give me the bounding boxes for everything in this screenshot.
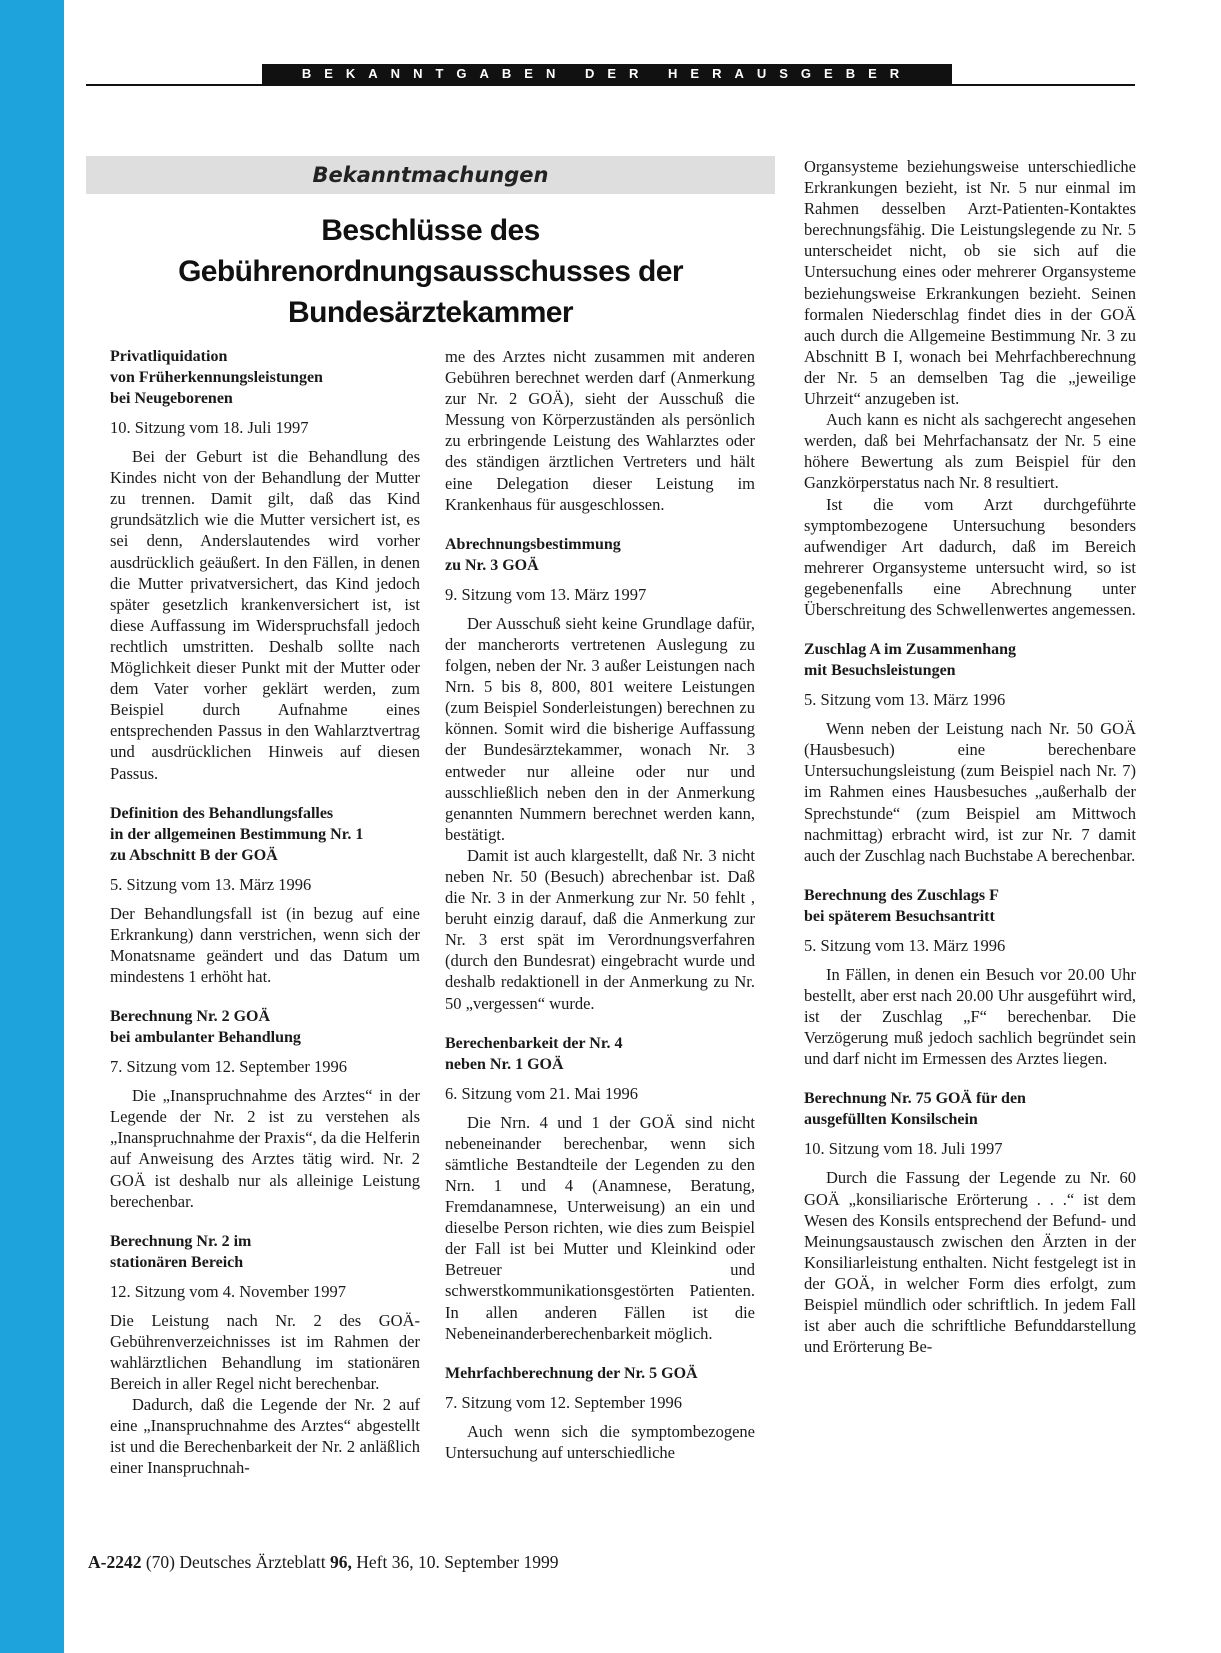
heading-line: Berechenbarkeit der Nr. 4 xyxy=(445,1034,623,1052)
article-title xyxy=(86,210,775,333)
session-date: 6. Sitzung vom 21. Mai 1996 xyxy=(445,1083,638,1103)
heading-line: Berechnung des Zuschlags F xyxy=(804,886,999,904)
subsection-heading xyxy=(110,803,420,866)
paragraph: Die Leistung nach Nr. 2 des GOÄ-Gebührenverzeichnisses ist im Rahmen der wahlärztlichen Behandlung im stationären Bereich in aller Regel nicht berechenbar. xyxy=(110,1310,420,1394)
session-date: 5. Sitzung vom 13. März 1996 xyxy=(804,690,1006,710)
paragraph: Die Nrn. 4 und 1 der GOÄ sind nicht nebeneinander berechenbar, wenn sich sämtliche Bestandteile der Legenden zu den Nrn. 1 und 4 (Anamnese, Beratung, Fremdanamnese, Unterweisung) an ein und dieselbe Person richten, wie dies zum Beispiel der Fall ist bei Mutter und Kleinkind oder Betreuer und schwerstkommunikationsgestörten Patienten. In allen anderen Fällen ist die Nebeneinanderberechenbarkeit möglich. xyxy=(445,1112,755,1343)
page-number: A-2242 xyxy=(88,1552,142,1572)
title-line: Gebührenordnungsausschusses der xyxy=(178,255,683,288)
session-date: 9. Sitzung vom 13. März 1997 xyxy=(445,584,647,604)
subsection-heading xyxy=(445,1033,755,1075)
subsection-heading xyxy=(110,1231,420,1273)
column-3 xyxy=(804,156,1136,1357)
volume-number: 96, xyxy=(330,1552,352,1572)
subsection-heading xyxy=(445,1363,755,1384)
paragraph: Durch die Fassung der Legende zu Nr. 60 GOÄ „konsiliarische Erörterung . . .“ ist dem Wesen des Konsils entsprechend der Befund- und Meinungsaustausch zwischen den Ärzten in der Konsiliarleistung enthalten. Nicht festgelegt ist in der GOÄ, in welcher Form dies erfolgt, zum Beispiel mündlich oder schriftlich. In jedem Fall ist aber auch die schriftliche Befunddarstellung und Erörterung Be- xyxy=(804,1168,1136,1357)
subsection-heading xyxy=(804,1088,1136,1130)
section-rubric: BEKANNTGABEN DER HERAUSGEBER xyxy=(262,64,952,84)
heading-line: bei ambulanter Behandlung xyxy=(110,1029,301,1047)
heading-line: Zuschlag A im Zusammenhang xyxy=(804,641,1017,659)
title-line: Bundesärztekammer xyxy=(288,296,573,329)
heading-line: Berechnung Nr. 2 GOÄ xyxy=(110,1008,271,1026)
heading-line: mit Besuchsleistungen xyxy=(804,662,956,680)
paragraph: Ist die vom Arzt durchgeführte symptombezogene Untersuchung besonders aufwendiger Art dadurch, daß im Bereich mehrerer Organsysteme untersucht wird, so ist gegebenenfalls eine Abrechnung unter Überschreitung des Schwellenwertes angemessen. xyxy=(804,494,1136,619)
session-date: 7. Sitzung vom 12. September 1996 xyxy=(445,1392,682,1412)
heading-line: bei Neugeborenen xyxy=(110,390,233,407)
rubric-rule xyxy=(86,84,1135,86)
paragraph: Die „Inanspruchnahme des Arztes“ in der Legende der Nr. 2 ist zu verstehen als „Inanspruchnahme der Praxis“, da die Helferin auf Anweisung des Arztes tätig wird. Nr. 2 GOÄ ist deshalb nur als alleinige Leistung berechenbar. xyxy=(110,1086,420,1211)
paragraph: Der Behandlungsfall ist (in bezug auf eine Erkrankung) dann verstrichen, wenn sich der Monatsname geändert und das Datum um mindestens 1 erhöht hat. xyxy=(110,903,420,986)
paragraph: me des Arztes nicht zusammen mit anderen Gebühren berechnet werden darf (Anmerkung zur Nr. 2 GOÄ), sieht der Ausschuß die Messung von Körperzuständen als persönlich zu erbringende Leistung des Wahlarztes oder des ständigen ärztlichen Vertreters und hält eine Delegation dieser Leistung im Krankenhaus für ausgeschlossen. xyxy=(445,347,755,514)
column-2 xyxy=(445,346,755,1463)
subsection-heading xyxy=(804,639,1136,681)
issue-page: (70) Deutsches Ärzteblatt xyxy=(145,1552,326,1572)
title-line: Beschlüsse des xyxy=(321,214,540,247)
page-footer xyxy=(88,1552,558,1573)
heading-line: Privatliquidation xyxy=(110,348,228,365)
heading-line: von Früherkennungsleistungen xyxy=(110,369,323,386)
paragraph: In Fällen, in denen ein Besuch vor 20.00 Uhr bestellt, aber erst nach 20.00 Uhr ausgeführt wird, ist der Zuschlag „F“ berechenbar. Die Verzögerung muß jedoch sachlich begründet sein und darf nicht im Ermessen des Arztes liegen. xyxy=(804,964,1136,1069)
paragraph: Auch kann es nicht als sachgerecht angesehen werden, daß bei Mehrfachansatz der Nr. 5 eine höhere Bewertung als zum Beispiel für den Ganzkörperstatus nach Nr. 8 resultiert. xyxy=(804,410,1136,493)
heading-line: ausgefüllten Konsilschein xyxy=(804,1111,978,1129)
session-date: 5. Sitzung vom 13. März 1996 xyxy=(110,874,312,894)
paragraph: Dadurch, daß die Legende der Nr. 2 auf eine „Inanspruchnahme des Arztes“ abgestellt ist und die Berechenbarkeit der Nr. 2 anläßlich einer Inanspruchnah- xyxy=(110,1395,420,1478)
section-label: Bekanntmachungen xyxy=(86,156,775,194)
heading-line: Mehrfachberechnung der Nr. 5 GOÄ xyxy=(445,1364,698,1382)
subsection-heading xyxy=(445,534,755,576)
heading-line: neben Nr. 1 GOÄ xyxy=(445,1055,564,1073)
heading-line: bei späterem Besuchsantritt xyxy=(804,907,995,925)
heading-line: zu Abschnitt B der GOÄ xyxy=(110,846,278,864)
heading-line: zu Nr. 3 GOÄ xyxy=(445,556,539,574)
heading-line: Abrechnungsbestimmung xyxy=(445,535,621,553)
session-date: 12. Sitzung vom 4. November 1997 xyxy=(110,1281,347,1301)
heading-line: Berechnung Nr. 2 im xyxy=(110,1232,252,1250)
paragraph: Organsysteme beziehungsweise unterschiedliche Erkrankungen bezieht, ist Nr. 5 nur einmal im Rahmen desselben Arzt-Patienten-Kontaktes berechnungsfähig. Die Leistungslegende zu Nr. 5 unterscheidet nicht, ob sie sich auf die Untersuchung eines oder mehrerer Organsysteme beziehungsweise Erkrankungen bezieht. Seinen formalen Niederschlag findet dies in der GOÄ auch durch die Allgemeine Bestimmung Nr. 3 zu Abschnitt B I, wonach bei Mehrfachberechnung der Nr. 5 an demselben Tag die „jeweilige Uhrzeit“ anzugeben ist. xyxy=(804,157,1136,409)
subsection-heading xyxy=(110,1006,420,1048)
heading-line: in der allgemeinen Bestimmung Nr. 1 xyxy=(110,825,364,843)
session-date: 7. Sitzung vom 12. September 1996 xyxy=(110,1057,347,1077)
heading-line: stationären Bereich xyxy=(110,1253,244,1271)
session-date: 10. Sitzung vom 18. Juli 1997 xyxy=(110,418,309,437)
column-1 xyxy=(110,346,420,1479)
paragraph: Der Ausschuß sieht keine Grundlage dafür, der mancherorts vertretenen Auslegung zu folgen, neben der Nr. 3 außer Leistungen nach Nrn. 5 bis 8, 800, 801 weitere Leistungen (zum Beispiel Sonderleistungen) berechnen zu können. Somit wird die bisherige Auffassung der Bundesärztekammer, wonach Nr. 3 entweder nur alleine oder nur und ausschließlich neben den in der Anmerkung genannten Nummern berechnet werden kann, bestätigt. xyxy=(445,613,755,844)
subsection-heading xyxy=(110,346,420,409)
heading-line: Berechnung Nr. 75 GOÄ für den xyxy=(804,1090,1026,1108)
paragraph: Damit ist auch klargestellt, daß Nr. 3 nicht neben Nr. 50 (Besuch) abrechenbar ist. Daß die Nr. 3 in der Anmerkung zur Nr. 50 fehlt , beruht einzig darauf, daß die Anmerkung zur Nr. 3 erst spät im Verordnungsverfahren (durch den Bundesrat) eingebracht wurde und deshalb redaktionell in der Anmerkung zu Nr. 50 „vergessen“ wurde. xyxy=(445,845,755,1013)
session-date: 10. Sitzung vom 18. Juli 1997 xyxy=(804,1139,1003,1159)
issue-date: Heft 36, 10. September 1999 xyxy=(356,1552,559,1572)
subsection-heading xyxy=(804,885,1136,927)
heading-line: Definition des Behandlungsfalles xyxy=(110,804,334,822)
paragraph: Bei der Geburt ist die Behandlung des Kindes nicht von der Behandlung der Mutter zu trennen. Damit gilt, daß das Kind grundsätzlich wie die Mutter versichert ist, es sei denn, Anderslautendes wird vorher ausdrücklich geäußert. In den Fällen, in denen die Mutter privatversichert, das Kind jedoch später gesetzlich krankenversichert ist, ist diese Auffassung im Widerspruchsfall jedoch rechtlich umstritten. Deshalb sollte nach Möglichkeit dieser Punkt mit der Mutter oder dem Vater vorher geklärt werden, zum Beispiel durch Aufnahme eines entsprechenden Passus in den Wahlarztvertrag und ausdrücklichen Hinweis auf diesen Passus. xyxy=(110,447,420,783)
paragraph: Auch wenn sich die symptombezogene Untersuchung auf unterschiedliche xyxy=(445,1421,755,1462)
side-color-bar xyxy=(0,0,64,1653)
paragraph: Wenn neben der Leistung nach Nr. 50 GOÄ (Hausbesuch) eine berechenbare Untersuchungsleistung (zum Beispiel nach Nr. 7) im Rahmen eines Hausbesuches „außerhalb der Sprechstunde“ (zum Beispiel am Mittwoch nachmittag) erbracht wird, ist zur Nr. 7 damit auch der Zuschlag nach Buchstabe A berechenbar. xyxy=(804,719,1136,865)
session-date: 5. Sitzung vom 13. März 1996 xyxy=(804,935,1006,955)
